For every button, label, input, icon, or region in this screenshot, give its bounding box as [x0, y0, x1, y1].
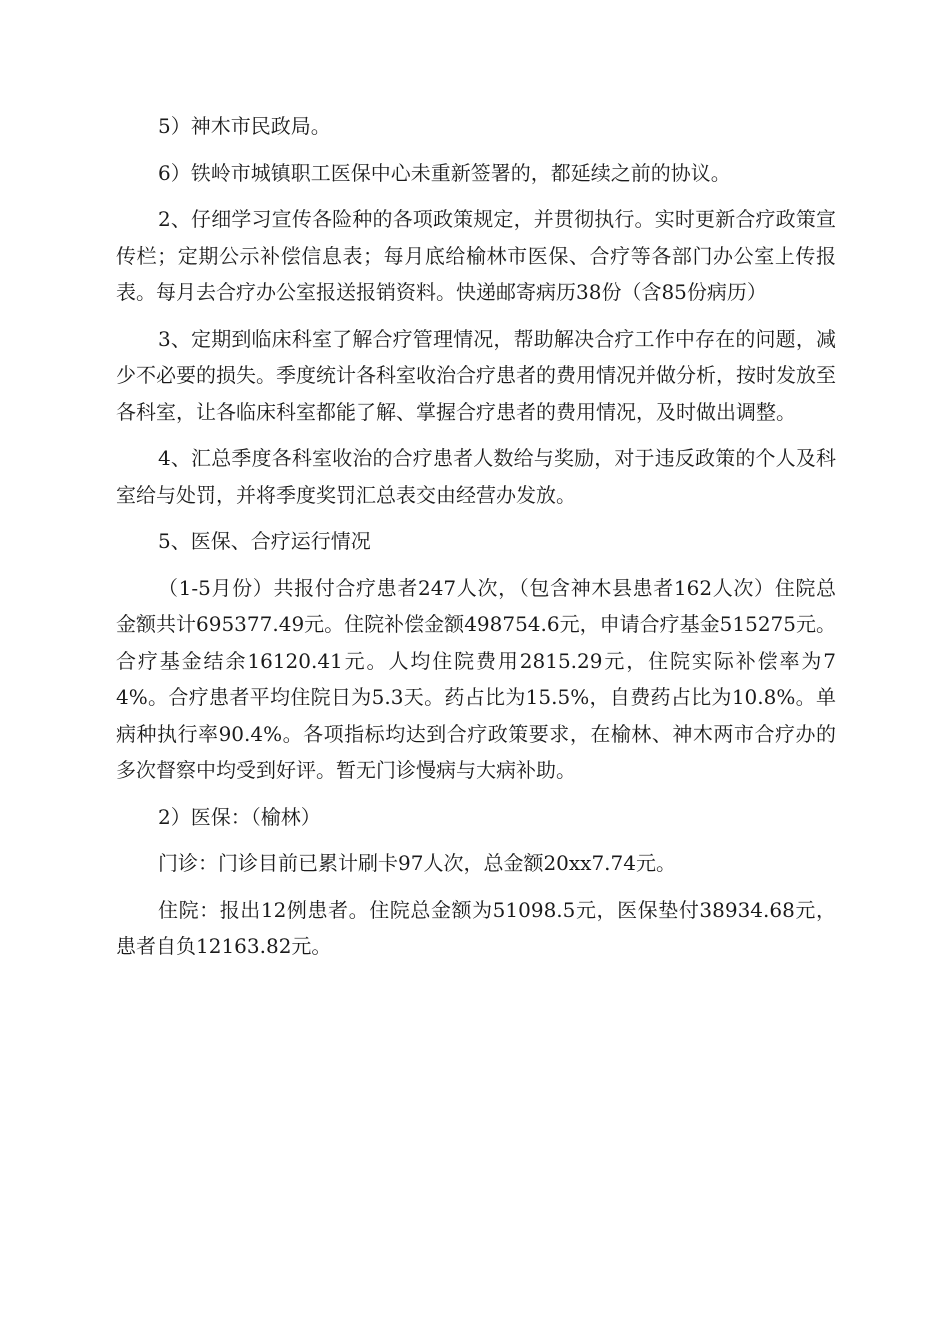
paragraph-tieling-agreement: 6）铁岭市城镇职工医保中心未重新签署的，都延续之前的协议。 [158, 160, 731, 185]
paragraph-hezhi-statistics: （1-5月份）共报付合疗患者247人次，（包含神木县患者162人次）住院总金额共计695377.49元。住院补偿金额498754.6元，申请合疗基金515275元。合疗基金结余16120.41元。人均住院费用2815.29元，住院实际补偿率为74%。合疗患者平均住院日为5.3天。药占比为15.5%，自费药占比为10.8%。单病种执行率90.4%。各项指标均达到合疗政策要求，在榆林、神木两市合疗办的多次督察中均受到好评。暂无门诊慢病与大病补助。 [116, 575, 836, 782]
section-heading-operation: 5、医保、合疗运行情况 [158, 529, 371, 553]
paragraph-clinical-management: 3、定期到临床科室了解合疗管理情况，帮助解决合疗工作中存在的问题，减少不必要的损失。季度统计各科室收治合疗患者的费用情况并做分析，按时发放至各科室，让各临床科室都能了解、掌握合疗患者的费用情况，及时做出调整。 [116, 326, 836, 424]
document-body [116, 108, 836, 975]
section-heading-yibao: 2）医保：（榆林） [158, 804, 321, 829]
paragraph-minzheng-bureau: 5）神木市民政局。 [158, 114, 331, 138]
paragraph-outpatient: 门诊：门诊目前已累计刷卡97人次，总金额20xx7.74元。 [158, 851, 676, 875]
paragraph-quarterly-rewards: 4、汇总季度各科室收治的合疗患者人数给与奖励，对于违反政策的个人及科室给与处罚，并将季度奖罚汇总表交由经营办发放。 [116, 446, 836, 507]
paragraph-inpatient: 住院：报出12例患者。住院总金额为51098.5元，医保垫付38934.68元，患者自负12163.82元。 [116, 897, 836, 958]
paragraph-policy-study: 2、仔细学习宣传各险种的各项政策规定，并贯彻执行。实时更新合疗政策宣传栏；定期公示补偿信息表；每月底给榆林市医保、合疗等各部门办公室上传报表。每月去合疗办公室报送报销资料。快递邮寄病历38份（含85份病历） [116, 207, 836, 304]
